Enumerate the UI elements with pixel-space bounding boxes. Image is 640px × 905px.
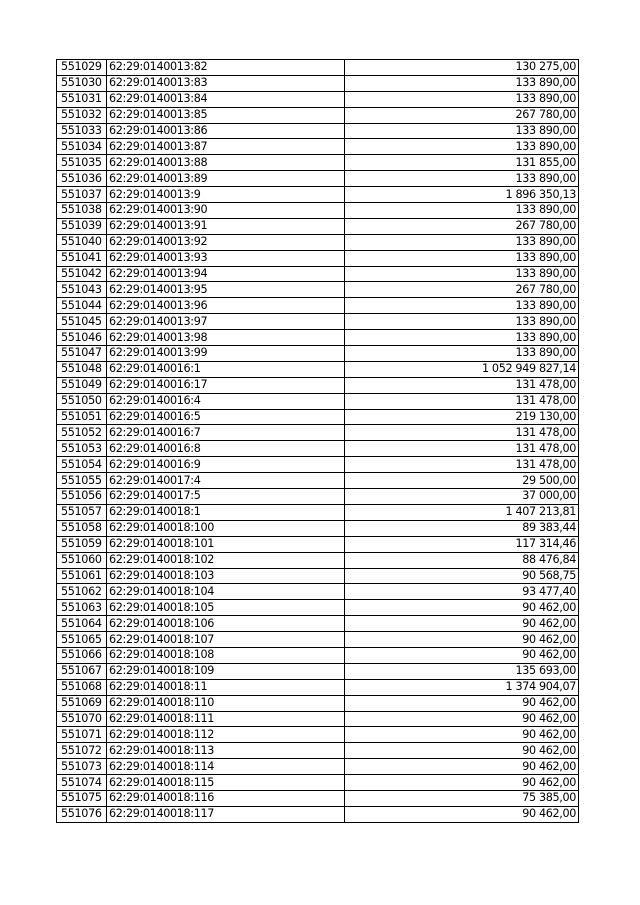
cadastral-number-cell: 62:29:0140013:96 [107,298,345,314]
cadastral-value-cell: 88 476,84 [345,552,579,568]
row-id-cell: 551076 [57,806,107,822]
row-id-cell: 551071 [57,727,107,743]
table-row [57,806,579,822]
row-id-cell: 551063 [57,600,107,616]
table-row [57,346,579,362]
cadastral-number-cell: 62:29:0140018:105 [107,600,345,616]
cadastral-number-cell: 62:29:0140013:92 [107,234,345,250]
table-row [57,393,579,409]
cadastral-number-cell: 62:29:0140018:102 [107,552,345,568]
table-row [57,695,579,711]
cadastral-value-cell: 131 478,00 [345,393,579,409]
cadastral-number-cell: 62:29:0140016:17 [107,377,345,393]
cadastral-number-cell: 62:29:0140013:99 [107,346,345,362]
row-id-cell: 551033 [57,123,107,139]
cadastral-value-cell: 90 462,00 [345,647,579,663]
table-row [57,663,579,679]
row-id-cell: 551059 [57,536,107,552]
row-id-cell: 551067 [57,663,107,679]
cadastral-value-cell: 133 890,00 [345,123,579,139]
row-id-cell: 551073 [57,759,107,775]
cadastral-value-cell: 133 890,00 [345,139,579,155]
cadastral-number-cell: 62:29:0140018:103 [107,568,345,584]
row-id-cell: 551068 [57,679,107,695]
cadastral-value-cell: 267 780,00 [345,218,579,234]
table-row [57,155,579,171]
cadastral-number-cell: 62:29:0140018:106 [107,616,345,632]
cadastral-value-cell: 133 890,00 [345,75,579,91]
table-row [57,330,579,346]
cadastral-value-cell: 90 462,00 [345,806,579,822]
cadastral-value-cell: 133 890,00 [345,250,579,266]
row-id-cell: 551070 [57,711,107,727]
table-row [57,91,579,107]
cadastral-value-cell: 133 890,00 [345,314,579,330]
table-row [57,504,579,520]
row-id-cell: 551058 [57,520,107,536]
table-row [57,425,579,441]
cadastral-value-cell: 90 462,00 [345,632,579,648]
row-id-cell: 551048 [57,361,107,377]
row-id-cell: 551038 [57,203,107,219]
row-id-cell: 551039 [57,218,107,234]
table-row [57,457,579,473]
row-id-cell: 551069 [57,695,107,711]
table-row [57,759,579,775]
row-id-cell: 551031 [57,91,107,107]
cadastral-number-cell: 62:29:0140016:8 [107,441,345,457]
cadastral-value-cell: 1 052 949 827,14 [345,361,579,377]
row-id-cell: 551072 [57,743,107,759]
row-id-cell: 551049 [57,377,107,393]
cadastral-value-cell: 90 462,00 [345,743,579,759]
cadastral-number-cell: 62:29:0140018:100 [107,520,345,536]
cadastral-value-cell: 89 383,44 [345,520,579,536]
table-row [57,409,579,425]
table-row [57,441,579,457]
cadastral-number-cell: 62:29:0140018:109 [107,663,345,679]
cadastral-value-cell: 29 500,00 [345,473,579,489]
table-row [57,361,579,377]
table-row [57,266,579,282]
row-id-cell: 551040 [57,234,107,250]
table-row [57,536,579,552]
cadastral-number-cell: 62:29:0140013:97 [107,314,345,330]
row-id-cell: 551029 [57,60,107,76]
cadastral-number-cell: 62:29:0140013:87 [107,139,345,155]
table-row [57,711,579,727]
row-id-cell: 551035 [57,155,107,171]
row-id-cell: 551066 [57,647,107,663]
cadastral-number-cell: 62:29:0140013:84 [107,91,345,107]
table-body [57,60,579,823]
cadastral-value-cell: 133 890,00 [345,298,579,314]
row-id-cell: 551064 [57,616,107,632]
cadastral-number-cell: 62:29:0140013:94 [107,266,345,282]
cadastral-value-cell: 90 568,75 [345,568,579,584]
cadastral-number-cell: 62:29:0140013:86 [107,123,345,139]
row-id-cell: 551043 [57,282,107,298]
cadastral-value-cell: 267 780,00 [345,107,579,123]
row-id-cell: 551061 [57,568,107,584]
cadastral-number-cell: 62:29:0140018:104 [107,584,345,600]
cadastral-value-cell: 131 478,00 [345,377,579,393]
cadastral-number-cell: 62:29:0140018:1 [107,504,345,520]
cadastral-value-cell: 1 896 350,13 [345,187,579,203]
cadastral-number-cell: 62:29:0140013:85 [107,107,345,123]
cadastral-number-cell: 62:29:0140018:111 [107,711,345,727]
cadastral-number-cell: 62:29:0140013:90 [107,203,345,219]
table-row [57,187,579,203]
cadastral-number-cell: 62:29:0140016:5 [107,409,345,425]
cadastral-number-cell: 62:29:0140013:95 [107,282,345,298]
table-row [57,727,579,743]
cadastral-value-cell: 90 462,00 [345,727,579,743]
table-row [57,377,579,393]
row-id-cell: 551050 [57,393,107,409]
table-row [57,647,579,663]
cadastral-number-cell: 62:29:0140018:117 [107,806,345,822]
cadastral-number-cell: 62:29:0140013:91 [107,218,345,234]
cadastral-value-cell: 90 462,00 [345,711,579,727]
row-id-cell: 551065 [57,632,107,648]
cadastral-number-cell: 62:29:0140018:107 [107,632,345,648]
cadastral-value-cell: 219 130,00 [345,409,579,425]
table-row [57,314,579,330]
cadastral-value-cell: 133 890,00 [345,266,579,282]
document-page [56,59,578,823]
cadastral-number-cell: 62:29:0140017:4 [107,473,345,489]
cadastral-number-cell: 62:29:0140013:83 [107,75,345,91]
row-id-cell: 551041 [57,250,107,266]
table-row [57,298,579,314]
cadastral-value-cell: 130 275,00 [345,60,579,76]
row-id-cell: 551042 [57,266,107,282]
row-id-cell: 551054 [57,457,107,473]
row-id-cell: 551060 [57,552,107,568]
table-row [57,250,579,266]
table-row [57,139,579,155]
row-id-cell: 551074 [57,775,107,791]
table-row [57,632,579,648]
table-row [57,489,579,505]
cadastral-number-cell: 62:29:0140013:89 [107,171,345,187]
cadastral-value-cell: 133 890,00 [345,171,579,187]
row-id-cell: 551053 [57,441,107,457]
row-id-cell: 551055 [57,473,107,489]
cadastral-value-cell: 37 000,00 [345,489,579,505]
cadastral-value-cell: 267 780,00 [345,282,579,298]
cadastral-number-cell: 62:29:0140013:88 [107,155,345,171]
cadastral-value-cell: 90 462,00 [345,775,579,791]
row-id-cell: 551062 [57,584,107,600]
cadastral-value-cell: 93 477,40 [345,584,579,600]
row-id-cell: 551051 [57,409,107,425]
cadastral-number-cell: 62:29:0140018:110 [107,695,345,711]
table-row [57,600,579,616]
cadastral-value-cell: 75 385,00 [345,790,579,806]
row-id-cell: 551047 [57,346,107,362]
cadastral-value-cell: 1 374 904,07 [345,679,579,695]
cadastral-number-cell: 62:29:0140018:108 [107,647,345,663]
row-id-cell: 551034 [57,139,107,155]
table-row [57,234,579,250]
row-id-cell: 551057 [57,504,107,520]
cadastral-number-cell: 62:29:0140013:82 [107,60,345,76]
row-id-cell: 551075 [57,790,107,806]
cadastral-number-cell: 62:29:0140017:5 [107,489,345,505]
cadastral-number-cell: 62:29:0140018:114 [107,759,345,775]
cadastral-value-cell: 90 462,00 [345,600,579,616]
table-row [57,218,579,234]
cadastral-value-cell: 131 855,00 [345,155,579,171]
cadastral-value-cell: 1 407 213,81 [345,504,579,520]
cadastral-value-cell: 131 478,00 [345,441,579,457]
cadastral-number-cell: 62:29:0140018:116 [107,790,345,806]
row-id-cell: 551046 [57,330,107,346]
cadastral-number-cell: 62:29:0140016:1 [107,361,345,377]
cadastral-number-cell: 62:29:0140018:11 [107,679,345,695]
table-row [57,743,579,759]
row-id-cell: 551044 [57,298,107,314]
cadastral-value-cell: 90 462,00 [345,616,579,632]
cadastral-number-cell: 62:29:0140016:4 [107,393,345,409]
table-row [57,107,579,123]
cadastral-value-cell: 133 890,00 [345,330,579,346]
table-row [57,520,579,536]
table-row [57,616,579,632]
cadastral-value-cell: 90 462,00 [345,759,579,775]
cadastral-value-cell: 133 890,00 [345,91,579,107]
table-row [57,552,579,568]
cadastral-number-cell: 62:29:0140018:101 [107,536,345,552]
cadastral-number-cell: 62:29:0140018:112 [107,727,345,743]
table-row [57,790,579,806]
cadastral-value-table [56,59,579,823]
table-row [57,584,579,600]
cadastral-number-cell: 62:29:0140016:9 [107,457,345,473]
row-id-cell: 551037 [57,187,107,203]
row-id-cell: 551030 [57,75,107,91]
row-id-cell: 551056 [57,489,107,505]
table-row [57,473,579,489]
cadastral-number-cell: 62:29:0140013:98 [107,330,345,346]
cadastral-value-cell: 135 693,00 [345,663,579,679]
cadastral-value-cell: 133 890,00 [345,203,579,219]
table-row [57,775,579,791]
cadastral-number-cell: 62:29:0140018:113 [107,743,345,759]
cadastral-number-cell: 62:29:0140013:93 [107,250,345,266]
cadastral-number-cell: 62:29:0140018:115 [107,775,345,791]
table-row [57,171,579,187]
cadastral-value-cell: 90 462,00 [345,695,579,711]
cadastral-value-cell: 117 314,46 [345,536,579,552]
table-row [57,60,579,76]
table-row [57,203,579,219]
row-id-cell: 551032 [57,107,107,123]
row-id-cell: 551052 [57,425,107,441]
table-row [57,568,579,584]
table-row [57,282,579,298]
cadastral-value-cell: 133 890,00 [345,234,579,250]
table-row [57,75,579,91]
table-row [57,679,579,695]
cadastral-value-cell: 131 478,00 [345,425,579,441]
row-id-cell: 551036 [57,171,107,187]
cadastral-number-cell: 62:29:0140013:9 [107,187,345,203]
cadastral-value-cell: 131 478,00 [345,457,579,473]
cadastral-number-cell: 62:29:0140016:7 [107,425,345,441]
cadastral-value-cell: 133 890,00 [345,346,579,362]
row-id-cell: 551045 [57,314,107,330]
table-row [57,123,579,139]
